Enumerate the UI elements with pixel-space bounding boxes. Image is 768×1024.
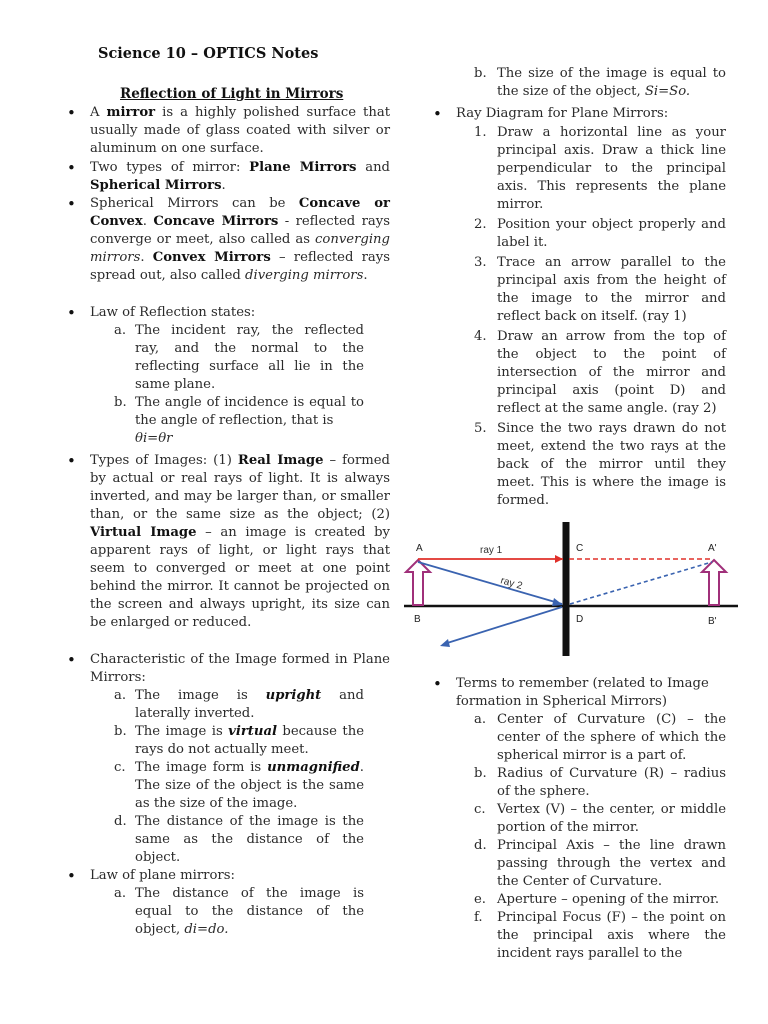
ray-1-arrowhead — [555, 555, 563, 563]
label-b-prime: B' — [708, 616, 717, 627]
term-item: c. Vertex (V) – the center, or middle portion of the mirror. — [474, 802, 726, 835]
step-item: 3. Trace an arrow parallel to the principal axis from the height of the image to the mirror and reflect back on itself. (ray 1) — [474, 255, 726, 324]
step-item: 5. Since the two rays drawn do not meet, extend the two rays at the back of the mirror until they meet. This is where the image is formed. — [474, 421, 726, 508]
ray-2-arrowhead — [552, 598, 563, 606]
mirror-types: • Two types of mirror: Plane Mirrors and Spherical Mirrors. — [64, 159, 390, 195]
ray-2 — [418, 562, 562, 604]
characteristic-b: b. The image is virtual because the rays do not actually meet. — [114, 724, 364, 757]
step-item: 2. Position your object properly and label it. — [474, 217, 726, 250]
types-of-images: • Types of Images: (1) Real Image – formed by actual or real rays of light. It is always inverted, and may be larger than, or smaller than, or the same size as the object; (2) Virtual Image – an image is created by apparent rays of light, or light rays that seem to converged or meet at one point behind the mirror. It cannot be projected on the screen and always upright, its size can be enlarged or reduced. — [64, 452, 390, 632]
spherical-mirrors: • Spherical Mirrors can be Concave or Convex. Concave Mirrors - reflected rays converge or meet, also called as converging mirrors. Convex Mirrors – reflected rays spread out, also called diverging mirrors. — [64, 195, 390, 285]
ray-diagram-steps — [430, 124, 726, 510]
term-item: f. Principal Focus (F) – the point on the principal axis where the incident rays parallel to the — [474, 910, 726, 961]
document-title: Science 10 – OPTICS Notes — [98, 45, 319, 62]
law-reflection-a: a. The incident ray, the reflected ray, and the normal to the reflecting surface all lie in the same plane. — [114, 323, 364, 392]
terms-heading: • Terms to remember (related to Image formation in Spherical Mirrors) — [430, 675, 752, 711]
reflected-ray-2 — [444, 607, 562, 644]
terms-list — [430, 711, 726, 963]
plane-mirror-ray-diagram — [400, 518, 742, 658]
characteristic-a: a. The image is upright and laterally inverted. — [114, 688, 364, 721]
law-reflection-b: b. The angle of incidence is equal to the angle of reflection, that is θi=θr — [114, 395, 364, 446]
section-title: Reflection of Light in Mirrors — [120, 86, 344, 102]
term-item: e. Aperture – opening of the mirror. — [474, 892, 720, 907]
characteristic-c: c. The image form is unmagnified. The size of the object is the same as the size of the image. — [114, 760, 364, 811]
label-c: C — [576, 543, 584, 554]
characteristics-heading: • Characteristic of the Image formed in Plane Mirrors: — [64, 651, 390, 687]
ray-2-label: ray 2 — [499, 575, 524, 593]
image-arrow — [702, 560, 726, 605]
label-d: D — [576, 614, 584, 625]
reflection-equation: θi=θr — [135, 431, 173, 446]
distance-equation: di=do. — [184, 922, 229, 937]
object-arrow — [406, 560, 430, 605]
reflected-ray-arrowhead — [440, 639, 450, 647]
law-reflection-heading: • Law of Reflection states: — [64, 304, 390, 322]
ray-1-label: ray 1 — [480, 545, 503, 556]
plane-mirror-law-heading: • Law of plane mirrors: — [64, 867, 390, 885]
size-equation: Si=So. — [644, 84, 691, 99]
plane-law-a: a. The distance of the image is equal to the distance of the object, di=do. — [114, 886, 364, 937]
label-a: A — [416, 543, 423, 554]
mirror-definition: • A mirror is a highly polished surface that usually made of glass coated with silver or aluminum on one surface. — [64, 104, 390, 158]
label-b: B — [414, 614, 421, 625]
step-item: 4. Draw an arrow from the top of the object to the point of intersection of the mirror and principal axis (point D) and reflect at the same angle. (ray 2) — [474, 329, 726, 416]
plane-law-b: b. The size of the image is equal to the size of the object, Si=So. — [474, 66, 726, 99]
step-item: 1. Draw a horizontal line as your principal axis. Draw a thick line perpendicular to the principal axis. This represents the plane mirror. — [474, 125, 726, 212]
term-item: d. Principal Axis – the line drawn passing through the vertex and the Center of Curvature. — [474, 838, 726, 889]
characteristic-d: d. The distance of the image is the same as the distance of the object. — [114, 814, 364, 865]
ray-diagram-heading: • Ray Diagram for Plane Mirrors: — [430, 105, 752, 123]
term-item: b. Radius of Curvature (R) – radius of the sphere. — [474, 766, 726, 799]
label-a-prime: A' — [708, 543, 717, 554]
ray-2-extension — [570, 562, 712, 604]
term-item: a. Center of Curvature (C) – the center of the sphere of which the spherical mirror is a part of. — [474, 712, 726, 763]
